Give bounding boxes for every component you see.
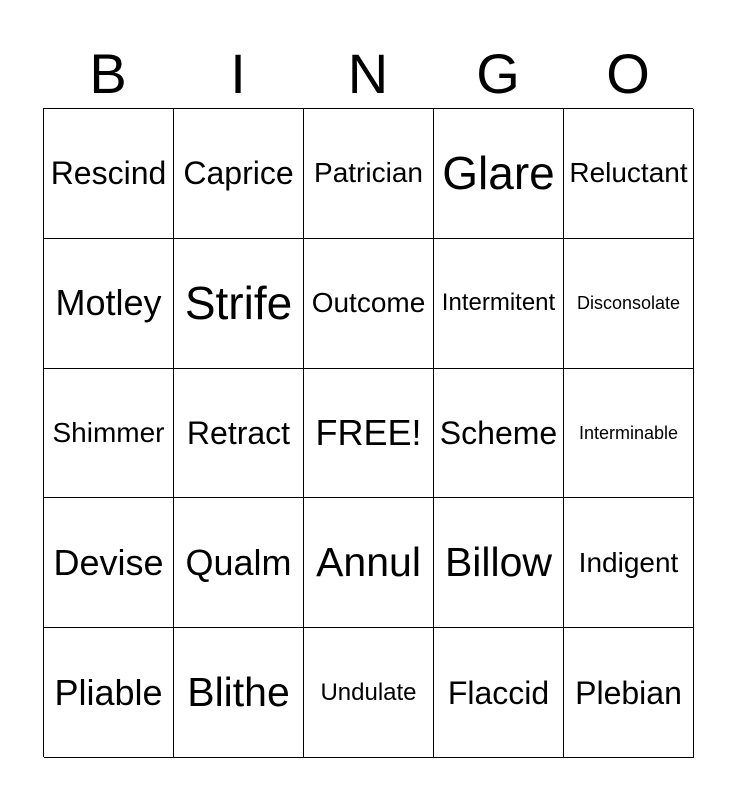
header-letter-n: N (347, 42, 389, 105)
bingo-cell: Rescind (44, 109, 174, 239)
bingo-cell: Billow (434, 498, 564, 628)
bingo-cell: Interminable (564, 369, 694, 499)
bingo-free-cell: FREE! (304, 369, 434, 499)
bingo-cell: Shimmer (44, 369, 174, 499)
bingo-cell: Reluctant (564, 109, 694, 239)
bingo-cell: Retract (174, 369, 304, 499)
bingo-cell: Caprice (174, 109, 304, 239)
bingo-cell: Patrician (304, 109, 434, 239)
bingo-cell: Motley (44, 239, 174, 369)
bingo-cell: Qualm (174, 498, 304, 628)
bingo-cell: Blithe (174, 628, 304, 758)
bingo-cell: Undulate (304, 628, 434, 758)
bingo-header (43, 40, 693, 108)
header-letter-b: B (89, 42, 127, 105)
bingo-cell: Scheme (434, 369, 564, 499)
header-letter-o: O (606, 42, 650, 105)
header-letter-g: G (476, 42, 520, 105)
bingo-cell: Strife (174, 239, 304, 369)
header-letter-i: I (230, 42, 246, 105)
bingo-cell: Flaccid (434, 628, 564, 758)
bingo-board (43, 108, 693, 757)
bingo-cell: Glare (434, 109, 564, 239)
bingo-cell: Outcome (304, 239, 434, 369)
bingo-cell: Devise (44, 498, 174, 628)
bingo-cell: Disconsolate (564, 239, 694, 369)
bingo-cell: Indigent (564, 498, 694, 628)
bingo-cell: Pliable (44, 628, 174, 758)
bingo-cell: Plebian (564, 628, 694, 758)
bingo-cell: Intermitent (434, 239, 564, 369)
bingo-cell: Annul (304, 498, 434, 628)
